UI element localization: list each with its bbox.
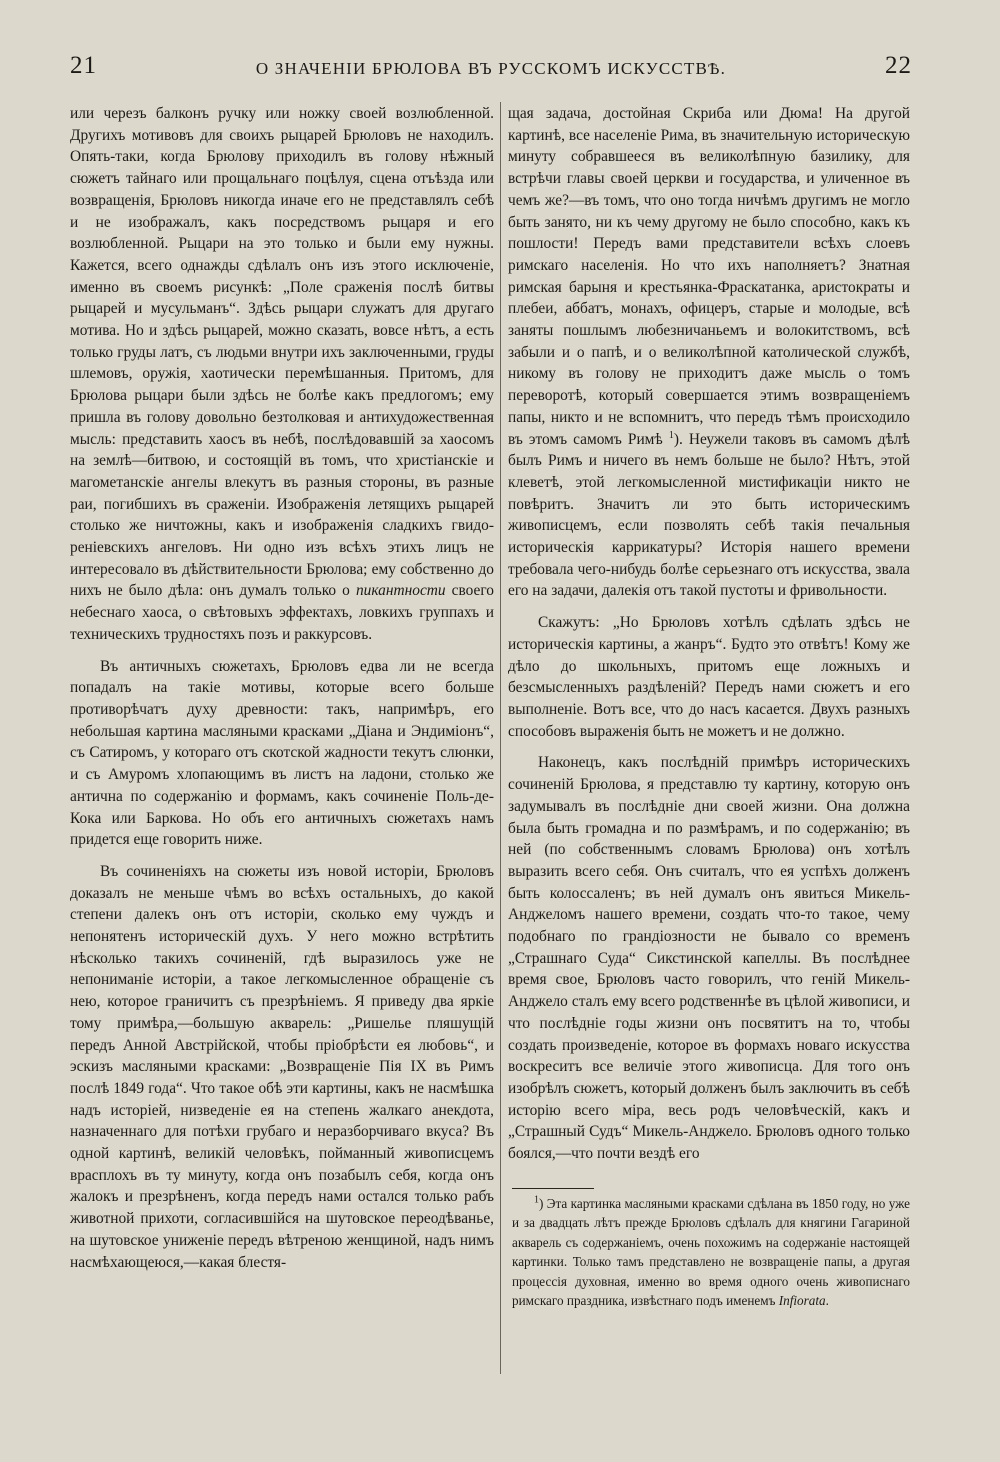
right-paragraph-1: щая задача, достойная Скриба или Дюма! На другой картинѣ, все населеніе Рима, въ значительную историческую минуту собравшееся въ великолѣпную базилику, для встрѣчи главы своей церкви и государства, и уличенное въ чемъ же?—въ томъ, что оно тогда ничѣмъ другимъ не могло быть занято, ни къ чему другому не было способно, какъ къ пошлости! Передъ вами представители всѣхъ слоевъ римскаго населенія. Но что ихъ наполняетъ? Знатная римская барыня и крестьянка-Фраскатанка, аристократы и плебеи, аббатъ, монахъ, офицеръ, старые и молодые, всѣ заняты пошлымъ любезничаньемъ и волокитствомъ, всѣ забыли и о папѣ, и о великолѣпной католической службѣ, никому въ голову не приходитъ даже мысль о томъ переворотѣ, который совершается этимъ возвращеніемъ папы, никто и не вспомнитъ, что передъ тѣмъ происходило въ этомъ самомъ Римѣ $^1$). Неужели таковъ въ самомъ дѣлѣ былъ Римъ и ничего въ немъ больше не было? Нѣтъ, этой клеветѣ, этой легкомысленной мистификаціи никто не повѣритъ. Значитъ ли это быть историческимъ живописцемъ, если позволять себѣ такія печальныя историческія каррикатуры? Исторія нашего времени требовала чего-нибудь болѣе серьезнаго отъ искусства, звала его на задачи, далекія отъ такой пустоты и фривольности. [508, 105, 910, 600]
running-head: О ЗНАЧЕНІИ БРЮЛОВА ВЪ РУССКОМЪ ИСКУССТВѢ. [255, 59, 727, 78]
left-paragraph-3: Въ сочиненіяхъ на сюжеты изъ новой исторіи, Брюловъ доказалъ не меньше чѣмъ во всѣхъ остальныхъ, до какой степени далекъ онъ отъ исторіи, сколько ему чуждъ и непонятенъ историческій духъ. У него можно встрѣтить нѣсколько такихъ сочиненій, гдѣ выразилось уже не непониманіе исторіи, а такое легкомысленное обращеніе съ нею, которое граничитъ съ презрѣніемъ. Я приведу два яркіе тому примѣра,—большую акварель: „Ришелье пляшущій передъ Анной Австрійской, чтобы пріобрѣсти ея любовь“, и эскизъ масляными красками: „Возвращеніе Пія IX въ Римъ послѣ 1849 года“. Что такое обѣ эти картины, какъ не насмѣшка надъ исторіей, низведеніе ея на степень жалкаго анекдота, назначеннаго для потѣхи грубаго и неразборчиваго вкуса? Въ одной картинѣ, великій человѣкъ, пойманный живописцемъ врасплохъ въ ту минуту, когда онъ позабылъ себя, когда онъ жалокъ и презрѣненъ, когда передъ нами остался только рабъ животной прихоти, согласившійся на шутовское переодѣванье, на шутовское униженіе передъ вѣтреною женщиной, надъ нимъ насмѣхающеюся,—какая блестя- [70, 862, 494, 1271]
footnote-reference: 1 [668, 429, 674, 441]
right-paragraph-2: Скажутъ: „Но Брюловъ хотѣлъ сдѣлать здѣсь не историческія картины, а жанръ“. Будто это отвѣтъ! Кому же дѣло до школьныхъ, притомъ еще ложныхъ и безсмысленныхъ раздѣленій? Передъ нами сюжетъ и его выполненіе. Вотъ все, что до насъ касается. Двухъ разныхъ способовъ выраженія быть не можетъ и не должно. [508, 614, 910, 740]
footnote-end: . [825, 1293, 829, 1309]
page-number-left: 21 [70, 52, 97, 79]
footnote-text: ) Эта картинка масляными красками сдѣлана въ 1850 году, но уже и за двадцать лѣтъ прежде Брюловъ сдѣлалъ для княгини Гагариной акварель съ содержаніемъ, очень похожимъ на содержаніе настоящей картинки. Только тамъ представлено не возвращеніе папы, а другая процессія духовная, именно во время одного очень живописнаго римскаго праздника, извѣстнаго подъ именемъ [512, 1196, 910, 1309]
right-p1-end: . Неужели таковъ въ самомъ дѣлѣ былъ Римъ и ничего въ немъ больше не было? Нѣтъ, этой клеветѣ, этой легкомысленной мистификаціи никто не повѣритъ. Значитъ ли это быть историческимъ живописцемъ, если позволять себѣ такія печальныя историческія каррикатуры? Исторія нашего времени требовала чего-нибудь болѣе серьезнаго отъ искусства, звала его на задачи, далекія отъ такой пустоты и фривольности. [508, 430, 910, 600]
page-header [70, 52, 912, 86]
right-paragraph-3: Наконецъ, какъ послѣдній примѣръ историческихъ сочиненій Брюлова, я представлю ту картину, которую онъ задумывалъ въ послѣдніе дни своей жизни. Она должна была быть громадна и по размѣрамъ, и по содержанію; въ ней (по собственнымъ словамъ Брюлова) онъ хотѣлъ выразить всего себя. Онъ считалъ, что ея успѣхъ долженъ быть колоссаленъ; въ ней думалъ онъ явиться Микель-Анджеломъ нашего времени, создать что-то такое, чему подобнаго по грандіозности не бывало со временъ „Страшнаго Суда“ Сикстинской капеллы. Въ послѣднее время свое, Брюловъ часто говорилъ, что геній Микель-Анджело сталъ ему всего родственнѣе въ цѣлой живописи, и что послѣдніе годы жизни онъ посвятитъ на то, чтобы создать произведеніе, которое въ формахъ новаго искусства воскреситъ все величіе этого живописца. Для того онъ изобрѣлъ сюжетъ, который долженъ былъ заключить въ себѣ исторію всего міра, весь родъ человѣческій, какъ и „Страшный Судъ“ Микель-Анджело. Брюловъ одного только боялся,—что почти вездѣ его [508, 754, 910, 1163]
column-divider [500, 102, 501, 1374]
left-p1-emphasis: пикантности [355, 582, 446, 600]
left-paragraph-1 [70, 103, 494, 646]
left-p1-end: своего небеснаго хаоса, о свѣтовыхъ эффектахъ, ловкихъ группахъ и техническихъ трудностяхъ позъ и раккурсовъ. [70, 582, 494, 643]
left-p1-text: или черезъ балконъ ручку или ножку своей возлюбленной. Другихъ мотивовъ для своихъ рыцарей Брюловъ не находилъ. Опять-таки, когда Брюлову приходилъ въ голову нѣжный сюжетъ тайнаго или прощальнаго поцѣлуя, сцена отъѣзда или возвращенія, Брюловъ никогда иначе его не представлялъ себѣ и не изображалъ, какъ посредствомъ рыцаря и его возлюбленной. Рыцари на это только и были ему нужны. Кажется, всего однажды сдѣлалъ онъ изъ этого исключеніе, именно въ своемъ рисункѣ: „Поле сраженія послѣ битвы рыцарей и мусульманъ“. Здѣсь рыцари служатъ для другаго мотива. Но и здѣсь рыцарей, можно сказать, вовсе нѣтъ, а есть только груды латъ, съ людьми внутри ихъ заключенными, груды шлемовъ, оружія, хаотически перемѣшанныя. Притомъ, для Брюлова рыцари были здѣсь не болѣе какъ предлогомъ; ему пришла въ голову довольно безтолковая и антихудожественная мысль: представить хаосъ въ небѣ, послѣдовавшій за хаосомъ на землѣ—битвою, и состоящій въ томъ, что христіанскіе и магометанскіе ангелы влекутъ въ разныя стороны, въ разные раи, погибшихъ въ сраженіи. Изображенія летящихъ рыцарей столько же ничтожны, какъ и изображенія сладкихъ гвидо-реніевскихъ ангеловъ. Ни одно изъ всѣхъ этихъ лицъ не интересовало въ дѣйствительности Брюлова; ему собственно до нихъ не было дѣла: онъ думалъ только о [70, 105, 494, 600]
footnote-marker: 1 [534, 1194, 539, 1206]
right-column [508, 103, 910, 1165]
page-number-right: 22 [885, 52, 912, 79]
footnote [512, 1194, 910, 1310]
left-column [70, 103, 494, 1273]
footnote-emphasis: Infiorata [778, 1293, 826, 1309]
left-paragraph-2: Въ античныхъ сюжетахъ, Брюловъ едва ли не всегда попадалъ на такіе мотивы, которые всего больше противорѣчатъ духу древности: такъ, напримѣръ, его небольшая картина масляными красками „Діана и Эндиміонъ“, съ Сатиромъ, у котораго отъ скотской жадности текутъ слюнки, и съ Амуромъ хлопающимъ въ листъ на ладони, столько же антична по содержанію и формамъ, какъ сочиненіе Поль-де-Кока или Баркова. Но объ его античныхъ сюжетахъ намъ придется еще говорить ниже. [70, 657, 494, 849]
right-p1-text: щая задача, достойная Скриба или Дюма! На другой картинѣ, все населеніе Рима, въ значительную историческую минуту собравшееся въ великолѣпную базилику, для встрѣчи главы своей церкви и государства, и уличенное въ чемъ же?—въ томъ, что оно тогда ничѣмъ другимъ не могло быть занято, ни къ чему другому не было способно, какъ къ пошлости! Передъ вами представители всѣхъ слоевъ римскаго населенія. Но что ихъ наполняетъ? Знатная римская барыня и крестьянка-Фраскатанка, аристократы и плебеи, аббатъ, монахъ, офицеръ, старые и молодые, всѣ заняты пошлымъ любезничаньемъ и волокитствомъ, всѣ забыли и о папѣ, и о великолѣпной католической службѣ, никому въ голову не приходитъ даже мысль о томъ переворотѣ, который совершается этимъ возвращеніемъ папы, никто и не вспомнитъ, что передъ тѣмъ происходило въ этомъ самомъ Римѣ [508, 105, 910, 448]
footnote-rule [512, 1188, 594, 1189]
